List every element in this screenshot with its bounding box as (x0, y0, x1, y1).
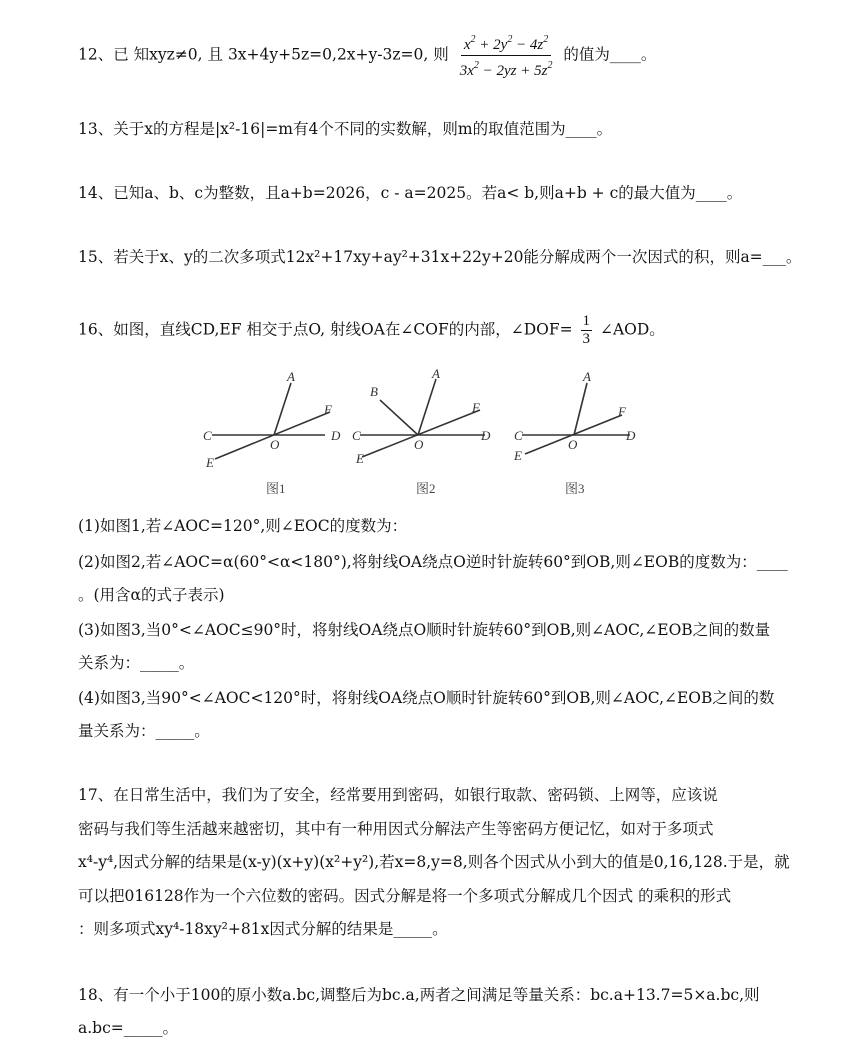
fig2-label-d: D (481, 428, 491, 443)
fig1-label-o: O (270, 437, 280, 452)
q17-line-5: ：则多项式xy⁴-18xy²+81x因式分解的结果是_____。 (78, 920, 448, 938)
question-12 (78, 30, 830, 81)
q16-prefix: 16、如图，直线CD,EF 相交于点O, 射线OA在∠COF的内部，∠DOF= (78, 320, 573, 339)
q12-suffix: 的值为____。 (563, 45, 657, 64)
fig2-label-o: O (414, 437, 424, 452)
q17-line-3: x⁴-y⁴,因式分解的结果是(x-y)(x+y)(x²+y²),若x=8,y=8,则各个因式从小到大的值是0,16,128.于是，就 (78, 853, 790, 871)
q17-line-1: 17、在日常生活中，我们为了安全，经常要用到密码，如银行取款、密码锁、上网等，应该说 (78, 786, 718, 804)
q16-frac-den: 3 (582, 331, 591, 347)
q16-figures (190, 365, 660, 505)
q12-fraction (457, 30, 556, 81)
question-15: 15、若关于x、y的二次多项式12x²+17xy+ay²+31x+22y+20能分解成两个一次因式的积，则a=___。 (78, 248, 802, 266)
fig3-label-e: E (514, 448, 522, 463)
fig1-label-e: E (206, 455, 214, 470)
fig2-label-e: E (356, 451, 364, 466)
q16-part-3a: (3)如图3,当0°<∠AOC≤90°时，将射线OA绕点O顺时针旋转60°到OB,则∠AOC,∠EOB之间的数量 (78, 621, 771, 639)
fig2-ray-oa (418, 379, 436, 435)
fig1-label-f: F (324, 402, 332, 417)
fig2-label-a: A (432, 366, 440, 381)
fig2-caption: 图2 (416, 481, 436, 496)
fig3-label-c: C (514, 428, 523, 443)
q16-frac-num: 1 (582, 313, 591, 329)
q16-fraction (581, 313, 593, 348)
q16-part-4a: (4)如图3,当90°<∠AOC<120°时，将射线OA绕点O顺时针旋转60°到OB,则∠AOC,∠EOB之间的数 (78, 689, 775, 707)
fig3-ray-oa (574, 383, 587, 435)
q16-part-2a: (2)如图2,若∠AOC=α(60°<α<180°),将射线OA绕点O逆时针旋转60°到OB,则∠EOB的度数为：____ (78, 553, 788, 571)
fig2-label-b: B (370, 384, 378, 399)
question-14: 14、已知a、b、c为整数，且a+b=2026，c - a=2025。若a< b,则a+b + c的最大值为____。 (78, 184, 743, 202)
fig1-caption: 图1 (266, 481, 286, 496)
q16-part-2b: 。(用含α的式子表示) (78, 586, 225, 604)
q16-part-4b: 量关系为：_____。 (78, 722, 210, 740)
q16-part-3b: 关系为：_____。 (78, 654, 195, 672)
fig3-caption: 图3 (565, 481, 585, 496)
fig1-label-c: C (203, 428, 212, 443)
fig2-ray-ob (380, 400, 418, 435)
q16-suffix: ∠AOD。 (599, 320, 665, 339)
fig3-label-o: O (568, 437, 578, 452)
q17-line-2: 密码与我们等生活越来越密切，其中有一种用因式分解法产生等密码方便记忆，如对于多项式 (78, 820, 714, 838)
q12-numerator: $x^2 + 2y^2 - 4z^2$ (461, 30, 551, 56)
q18-line-1: 18、有一个小于100的原小数a.bc,调整后为bc.a,两者之间满足等量关系：bc.a+13.7=5×a.bc,则 (78, 986, 760, 1004)
q16-part-1: (1)如图1,若∠AOC=120°,则∠EOC的度数为： (78, 517, 408, 535)
fig3-label-f: F (618, 404, 626, 419)
fig3-label-a: A (583, 369, 591, 384)
fig1-label-a: A (287, 369, 295, 384)
fig2-label-f: F (472, 400, 480, 415)
q16-figures-svg (190, 365, 660, 505)
question-13: 13、关于x的方程是|x²-16|=m有4个不同的实数解，则m的取值范围为____。 (78, 120, 613, 138)
q17-line-4: 可以把016128作为一个六位数的密码。因式分解是将一个多项式分解成几个因式 的乘积的形式 (78, 887, 732, 905)
q12-prefix: 12、已 知xyz≠0, 且 3x+4y+5z=0,2x+y-3z=0, 则 (78, 45, 449, 64)
question-16-stem (78, 313, 830, 348)
q12-denominator: $3x^2 - 2yz + 5z^2$ (459, 60, 553, 79)
fig1-label-d: D (331, 428, 341, 443)
fig1-ray-oa (274, 383, 291, 435)
q18-line-2: a.bc=_____。 (78, 1019, 179, 1037)
fig3-label-d: D (626, 428, 636, 443)
fig2-label-c: C (352, 428, 361, 443)
